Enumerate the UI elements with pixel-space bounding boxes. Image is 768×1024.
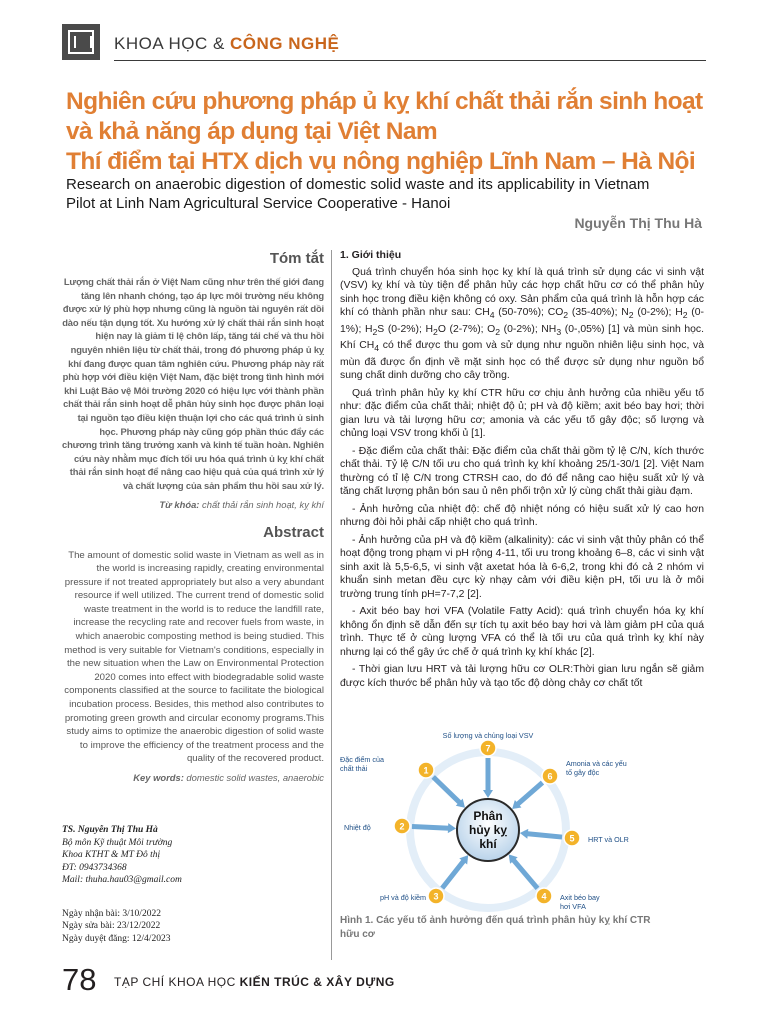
factor-label: HRT và OLR bbox=[588, 835, 629, 844]
english-title bbox=[66, 175, 716, 213]
abstract-vn-text: Lượng chất thải rắn ở Việt Nam cũng như trên thế giới đang tăng lên nhanh chóng, tạo áp lực môi trường nếu không được xử lý phù hợp nhưng cũng là nguồn tài nguyên rất dồi dào nếu tận dụng tốt. Xu hướng xử lý chất thải rắn sinh hoạt hiện nay là giảm tỉ lệ chôn lấp, tăng tái chế và thu hồi nguyên nhiên liệu từ chất thải, trong đó phương pháp ủ kỵ khí đang được quan tâm nghiên cứu. Phương pháp này rất phù hợp với điều kiện Việt Nam, đặc biệt trong tình hình mới khi Luật Bảo vệ Môi trường 2020 có hiệu lực với thành phần chất thải rắn sinh hoạt dễ phân hủy sinh học được phân loại tại nguồn tạo điều kiện thuận lợi cho các quá trình ủ sinh học. Phương pháp này cũng góp phần thúc đẩy các chương trình tăng trưởng xanh và kinh tế tuần hoàn. Nghiên cứu này nhằm mục đích tối ưu hóa quá trình ủ kỵ khí chất thải rắn sinh hoạt để nâng cao hiệu quả của quá trình xử lý và chất lượng của sản phẩm thu hồi sau xử lý. bbox=[62, 276, 324, 491]
date-received: Ngày nhận bài: 3/10/2022 bbox=[62, 909, 161, 919]
factor-label: pH và độ kiềm bbox=[380, 893, 426, 902]
keywords-en: Key words: domestic solid wastes, anaerobic bbox=[133, 772, 324, 783]
title-line-2: và khả năng áp dụng tại Việt Nam bbox=[66, 118, 438, 145]
factor-number: 2 bbox=[399, 821, 405, 832]
body-paragraph-7: - Thời gian lưu HRT và tải lượng hữu cơ OLR:Thời gian lưu ngắn sẽ giảm được kích thước bể phân hủy và tạo tốc độ dòng chảy cơ chất tốt bbox=[340, 664, 704, 689]
page-number: 78 bbox=[62, 962, 97, 997]
keywords-vn: Từ khóa: chất thải rắn sinh hoạt, kỵ khí bbox=[159, 498, 324, 510]
diagram-arrow bbox=[442, 858, 466, 888]
author-info-email: Mail: thuha.hau03@gmail.com bbox=[62, 875, 182, 885]
author-info-name: TS. Nguyễn Thị Thu Hà bbox=[62, 825, 158, 835]
author-info bbox=[62, 824, 324, 887]
factor-label: Đặc điểm của chất thải bbox=[340, 755, 384, 773]
section-name: KHOA HỌC & CÔNG NGHỆ bbox=[114, 34, 340, 53]
factor-number: 5 bbox=[569, 833, 575, 844]
article-dates bbox=[62, 908, 170, 945]
diagram-arrow-head bbox=[483, 790, 493, 798]
diagram-arrow-head bbox=[520, 829, 528, 839]
body-paragraph-2: Quá trình phân hủy kỵ khí CTR hữu cơ chịu ảnh hưởng của nhiều yếu tố như: đặc điểm của chất thải; nhiệt độ ủ; pH và độ kiềm; axit béo bay hơi; thời gian lưu và tải lượng hữu cơ; amonia và các yếu tố gây độc; số lượng và chủng loại VSV trong khối ủ [1]. bbox=[340, 387, 704, 440]
factor-number: 3 bbox=[433, 891, 439, 902]
author-info-phone: ĐT: 0943734368 bbox=[62, 862, 127, 873]
factor-number: 6 bbox=[547, 771, 553, 782]
journal-name: TẠP CHÍ KHOA HỌC KIẾN TRÚC & XÂY DỰNG bbox=[114, 975, 395, 989]
abstract-en-heading: Abstract bbox=[263, 523, 324, 541]
center-label-2: hủy kỵ bbox=[468, 823, 508, 837]
abstract-column bbox=[62, 250, 324, 783]
author-info-dept: Bộ môn Kỹ thuật Môi trường bbox=[62, 837, 173, 848]
body-paragraph-6: - Axit béo bay hơi VFA (Volatile Fatty Acid): quá trình chuyển hóa kỵ khí không ổn định sẽ dẫn đến sự tích tụ axit béo bay hơi và làm giảm pH của quá trình. Thực tế ở cùng lượng VFA có thể là tối ưu của quá trình kỵ khí này nhưng lại có thể gây ức chế ở quá trình kỵ khí khác [2]. bbox=[340, 606, 704, 658]
body-paragraph-3: - Đặc điểm của chất thải: Đặc điểm của chất thải gồm tỷ lệ C/N, kích thước chất thải. Tỷ lệ C/N tối ưu cho quá trình kỵ khí khoảng 25/1-30/1 [2]. Việt Nam thường có tỉ lệ C/N trong CTRSH cao, do đó để nâng cao hiệu suất xử lý và tăng chất lượng phân bón sau ủ nên phối trộn xử lý cùng chất thải giàu đạm. bbox=[340, 445, 704, 498]
factor-number: 1 bbox=[423, 765, 429, 776]
factor-number: 7 bbox=[485, 743, 491, 754]
abstract-vn-heading: Tóm tắt bbox=[269, 250, 324, 267]
figure-caption: Hình 1. Các yếu tố ảnh hưởng đến quá trình phân hủy kỵ khí CTR hữu cơ bbox=[340, 915, 651, 940]
author-info-faculty: Khoa KTHT & MT Đô thị bbox=[62, 850, 161, 860]
body-paragraph-1: Quá trình chuyển hóa sinh học kỵ khí là quá trình sử dụng các vi sinh vật (VSV) kỵ khí và tùy tiện để phân hủy các hợp chất hữu cơ có thể phân hủy sinh học trong điều kiện không có oxy. Sản phẩm của quá trình là hỗn hợp các khí có thành phần như sau: $CH_4$ (50-70%); $CO_2$ (35-40%); $N_2$ (0-2%); $H_2$ (0-1%); $H_2S$ (0-2%); $H_2O$ (2-7%); $O_2$ (0-2%); $NH_3$ (0-,05%) [1] và mùn sinh học. Khí $CH_4$ có thể được thu gom và sử dụng như nguồn nhiên liệu sinh học, và mùn đã được ổn định về mặt sinh học có thể được sử dụng như nguồn bổ sung chất dinh dưỡng cho cây trồng. bbox=[340, 266, 705, 382]
diagram-arrow bbox=[515, 783, 542, 807]
center-label-1: Phân bbox=[473, 809, 503, 823]
article-title bbox=[66, 87, 716, 177]
body-column bbox=[340, 249, 704, 694]
body-paragraph-5: - Ảnh hưởng của pH và độ kiềm (alkalinity): các vi sinh vật thủy phân có thể hoạt động trong phạm vi pH rộng 4-11, tối ưu trong khoảng 6–8, các vi sinh vật sinh axit là 5,5-6,5, vi sinh vật axetat hóa là 6-6,2, trong khi đó cả 2 nhóm vi khuẩn sinh metan đều cực kỳ nhạy cảm với điều kiện pH, tối ưu là ở môi trường trung tính pH=7-7,2 [2]. bbox=[340, 534, 704, 600]
header-rule bbox=[114, 60, 706, 61]
center-label-3: khí bbox=[479, 837, 497, 851]
diagram-arrow bbox=[433, 777, 462, 805]
factor-label: Axit béo bay hơi VFA bbox=[560, 893, 600, 911]
english-title-line-2: Pilot at Linh Nam Agricultural Service Cooperative - Hanoi bbox=[66, 195, 451, 212]
english-title-line-1: Research on anaerobic digestion of domestic solid waste and its applicability in Vietnam bbox=[66, 176, 650, 193]
journal-logo bbox=[62, 24, 100, 60]
diagram-arrow bbox=[412, 826, 452, 828]
date-accepted: Ngày duyệt đăng: 12/4/2023 bbox=[62, 933, 171, 944]
title-line-3: Thí điểm tại HTX dịch vụ nông nghiệp Lĩnh Nam – Hà Nội bbox=[66, 148, 696, 175]
factor-label: Nhiệt độ bbox=[344, 823, 371, 832]
title-line-1: Nghiên cứu phương pháp ủ kỵ khí chất thải rắn sinh hoạt bbox=[66, 88, 703, 115]
factor-number: 4 bbox=[541, 891, 547, 902]
factor-label: Amonia và các yếu tố gây độc bbox=[566, 759, 627, 777]
date-revised: Ngày sửa bài: 23/12/2022 bbox=[62, 921, 161, 932]
diagram-arrow-head bbox=[448, 823, 456, 833]
column-divider bbox=[331, 250, 332, 960]
abstract-en-text: The amount of domestic solid waste in Vietnam as well as in the world is increasing rapidly, creating environmental pressure if not treated appropriately but also a very abundant resource if well utilized. The current trend of domestic solid waste treatment in the world is to reduce the landfill rate, increase the recycling rate and recover fuels from waste, in which anaerobic composting method is being studied. This method is very suitable for Vietnam's conditions, especially in the new situation when the Law on Environmental Protection 2020 comes into effect with biodegradable solid waste components classified at the source to facilitate the biological incubation process. Besides, this method also contributes to promoting green growth and circular economy programs.This study aims to optimize the anaerobic digestion of solid waste to improve the efficiency of the treatment process and the quality of the recovered product. bbox=[64, 549, 324, 765]
author-name: Nguyễn Thị Thu Hà bbox=[574, 215, 702, 231]
factors-diagram bbox=[340, 731, 704, 911]
section-heading: 1. Giới thiệu bbox=[340, 249, 402, 261]
body-paragraph-4: - Ảnh hưởng của nhiệt độ: chế độ nhiệt nóng có hiệu suất xử lý cao hơn nhưng đòi hỏi phải cấp nhiệt cho quá trình. bbox=[340, 503, 704, 529]
factor-label: Số lượng và chủng loại VSV bbox=[442, 731, 534, 740]
diagram-arrow bbox=[511, 857, 537, 888]
diagram-arrow bbox=[524, 833, 562, 837]
